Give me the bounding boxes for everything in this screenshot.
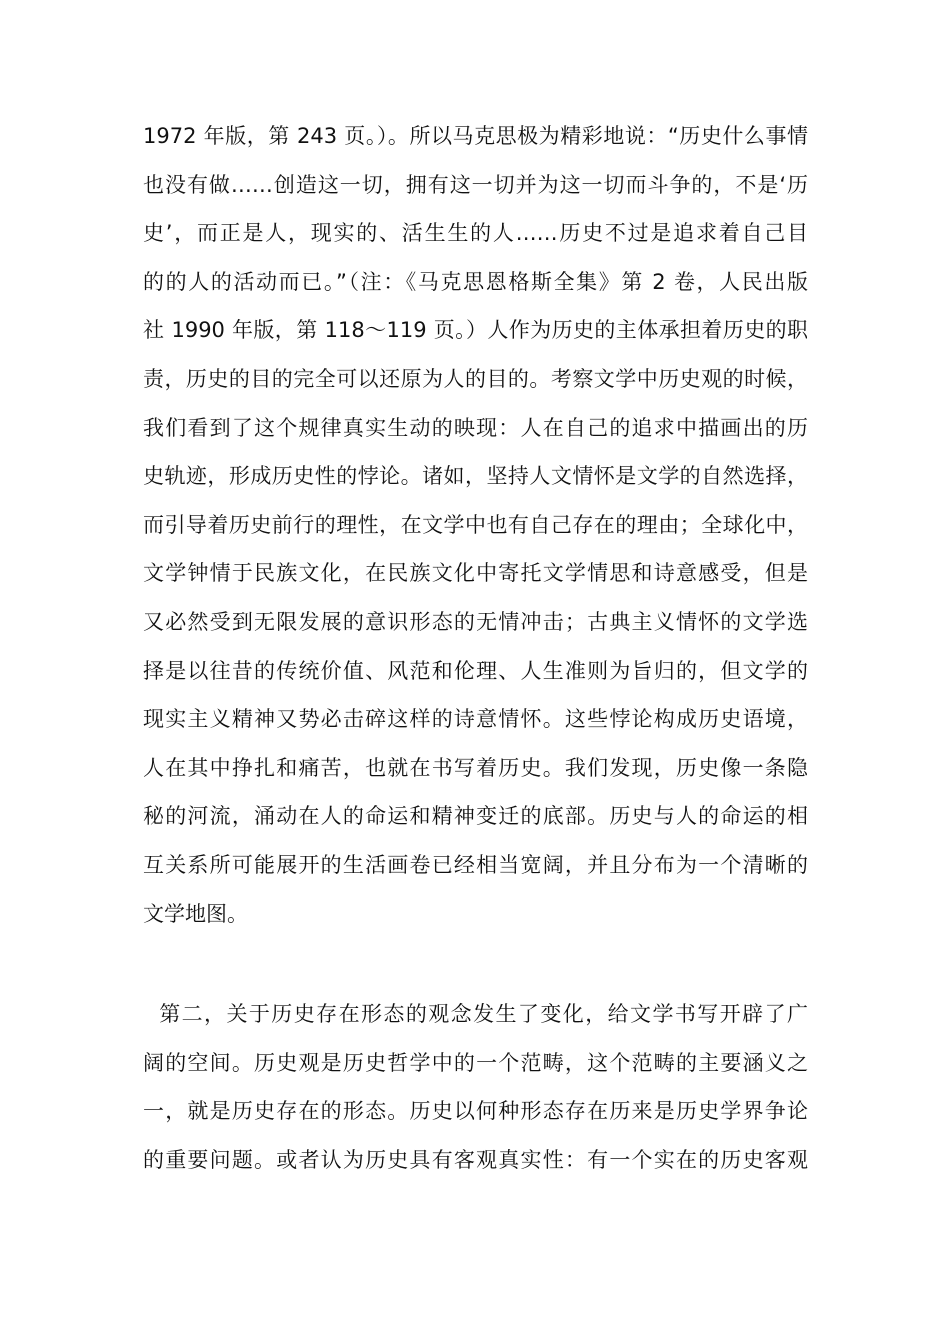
text-line: 1972 年版，第 243 页。）。所以马克思极为精彩地说：“历史什么事情: [143, 124, 808, 148]
text-line: 我们看到了这个规律真实生动的映现：人在自己的追求中描画出的历: [143, 415, 808, 440]
text-line: 人在其中挣扎和痛苦，也就在书写着历史。我们发现，历史像一条隐: [143, 755, 808, 780]
text-line: 史’，而正是人，现实的、活生生的人……历史不过是追求着自己目: [143, 221, 808, 246]
paragraph-1: [143, 112, 808, 938]
text-line: 的的人的活动而已。”（注：《马克思恩格斯全集》第 2 卷，人民出版: [143, 269, 808, 294]
paragraph-2: [143, 990, 808, 1184]
text-line: 社 1990 年版，第 118～119 页。）人作为历史的主体承担着历史的职: [143, 318, 808, 343]
text-line: 文学钟情于民族文化，在民族文化中寄托文学情思和诗意感受，但是: [143, 561, 808, 586]
text-line: 互关系所可能展开的生活画卷已经相当宽阔，并且分布为一个清晰的: [143, 852, 808, 877]
text-line: 现实主义精神又势必击碎这样的诗意情怀。这些悖论构成历史语境，: [143, 707, 808, 732]
text-line: 一，就是历史存在的形态。历史以何种形态存在历来是历史学界争论: [143, 1099, 808, 1124]
text-line: 第二，关于历史存在形态的观念发生了变化，给文学书写开辟了广: [143, 1002, 808, 1026]
text-line: 而引导着历史前行的理性，在文学中也有自己存在的理由；全球化中，: [143, 512, 808, 537]
text-line: 又必然受到无限发展的意识形态的无情冲击；古典主义情怀的文学选: [143, 609, 808, 634]
text-line: 的重要问题。或者认为历史具有客观真实性：有一个实在的历史客观: [143, 1147, 808, 1172]
text-line: 择是以往昔的传统价值、风范和伦理、人生准则为旨归的，但文学的: [143, 658, 808, 683]
text-line: 也没有做……创造这一切，拥有这一切并为这一切而斗争的，不是‘历: [143, 172, 808, 197]
text-line: 阔的空间。历史观是历史哲学中的一个范畴，这个范畴的主要涵义之: [143, 1050, 808, 1075]
text-line: 责，历史的目的完全可以还原为人的目的。考察文学中历史观的时候，: [143, 366, 808, 391]
text-line: 史轨迹，形成历史性的悖论。诸如，坚持人文情怀是文学的自然选择，: [143, 464, 808, 489]
text-line: 文学地图。: [143, 901, 248, 926]
text-line: 秘的河流，涌动在人的命运和精神变迁的底部。历史与人的命运的相: [143, 804, 808, 829]
